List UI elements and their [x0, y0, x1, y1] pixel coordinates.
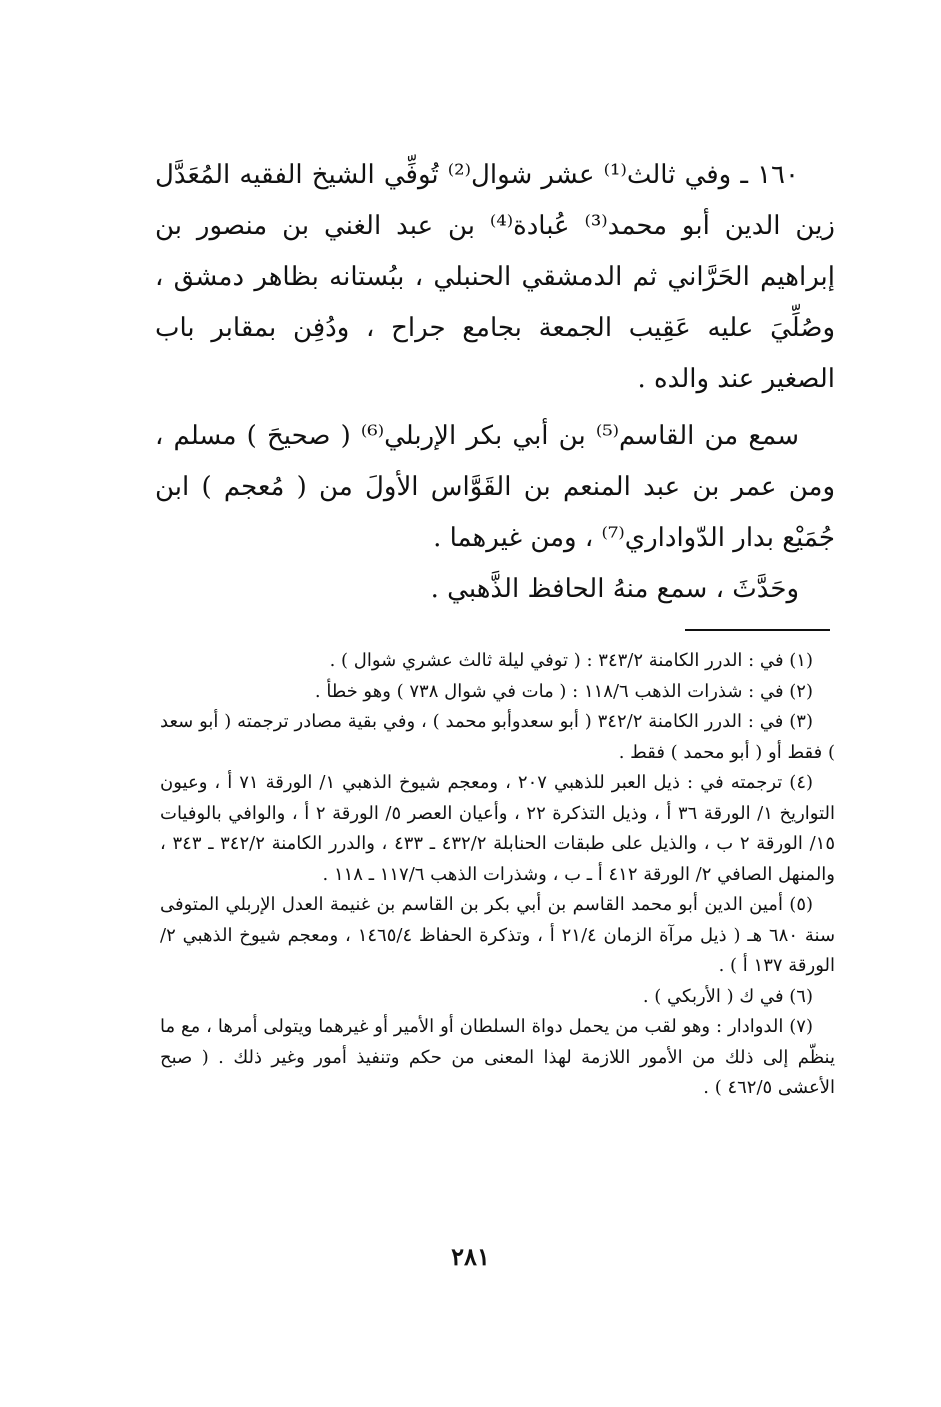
footnote-5: (٥) أمين الدين أبو محمد القاسم بن أبي بكر بن القاسم بن غنيمة العدل الإربلي المتوفى سنة ٦٨٠ هـ ( ذيل مرآة الزمان ٢١/٤ أ ، وتذكرة الحفاظ ١٤٦٥/٤ ، ومعجم شيوخ الذهبي ٢/ الورقة ١٣٧ أ ) .	[160, 894, 836, 976]
narration-paragraph: وحَدَّثَ ، سمع منهُ الحافظ الذَّهبي .	[430, 574, 799, 604]
biography-paragraph: ١٦٠ ـ وفي ثالث⁽¹⁾ عشر شوال⁽²⁾ تُوفِّي الشيخ الفقيه المُعَدَّل زين الدين أبو محمد⁽³⁾ عُبادة⁽⁴⁾ بن عبد الغني بن منصور بن إبراهيم الحَرَّاني ثم الدمشقي الحنبلي ، ببُستانه بظاهر دمشق ، وصُلِّيَ عليه عَقِيب الجمعة بجامع جراح ، ودُفِن بمقابر باب الصغير عند والده .	[155, 160, 835, 394]
footnote-2: (٢) في : شذرات الذهب ١١٨/٦ : ( مات في شوال ٧٣٨ ) وهو خطأ .	[314, 680, 813, 702]
footnote-6: (٦) في ك ( الأربكي ) .	[642, 985, 813, 1007]
footnote-4: (٤) ترجمته في : ذيل العبر للذهبي ٢٠٧ ، ومعجم شيوخ الذهبي ١/ الورقة ٧١ أ ، وعيون التواريخ ١/ الورقة ٣٦ أ ، وذيل التذكرة ٢٢ ، وأعيان العصر ٥/ الورقة ٢ أ ، والوافي بالوفيات ١٥/ الورقة ٢ ب ، والذيل على طبقات الحنابلة ٤٣٢/٢ ـ ٤٣٣ ، والدرر الكامنة ٣٤٢/٢ ـ ٣٤٣ ، والمنهل الصافي ٢/ الورقة ٤١٢ أ ـ ب ، وشذرات الذهب ١١٧/٦ ـ ١١٨ .	[160, 772, 836, 885]
footnote-divider	[685, 629, 830, 631]
footnote-1: (١) في : الدرر الكامنة ٣٤٣/٢ : ( توفي ليلة ثالث عشري شوال ) .	[329, 650, 813, 671]
main-text	[155, 150, 835, 615]
hearing-paragraph: سمع من القاسم⁽⁵⁾ بن أبي بكر الإربلي⁽⁶⁾ ( صحيحَ ) مسلم ، ومن عمر بن عبد المنعم بن القَوَّاس الأولَ من ( مُعجم ) ابن جُمَيْع بدار الدّواداري⁽⁷⁾ ، ومن غيرهما .	[155, 421, 835, 553]
page-number: ٢٨١	[451, 1242, 490, 1271]
footnote-3: (٣) في : الدرر الكامنة ٣٤٢/٢ ( أبو سعدوأبو محمد ) ، وفي بقية مصادر ترجمته ( أبو سعد ) فقط أو ( أبو محمد ) فقط .	[160, 711, 835, 763]
footnote-7: (٧) الدوادار : وهو لقب من يحمل دواة السلطان أو الأمير أو غيرهما ويتولى أمرها ، مع ما ينظّم إلى ذلك من الأمور اللازمة لهذا المعنى من حكم وتنفيذ أمور وغير ذلك . ( صبح الأعشى ٤٦٢/٥ ) .	[160, 1016, 835, 1098]
footnotes	[160, 646, 835, 1104]
